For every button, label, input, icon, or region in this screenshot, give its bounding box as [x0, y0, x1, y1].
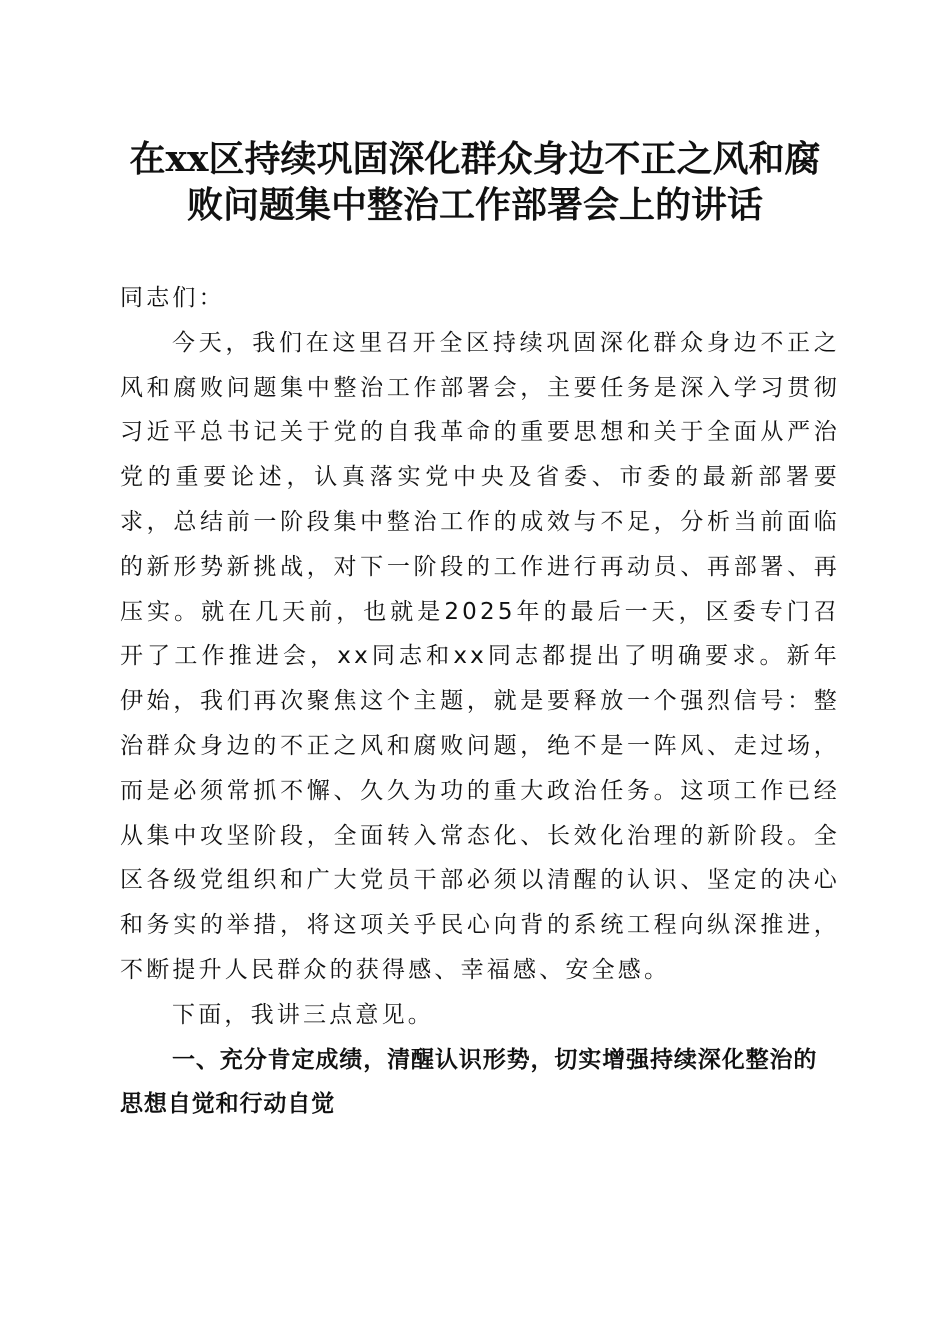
body-paragraph-opening: 今天，我们在这里召开全区持续巩固深化群众身边不正之风和腐败问题集中整治工作部署会，主要任务是深入学习贯彻习近平总书记关于党的自我革命的重要思想和关于全面从严治党的重要论述，认真落实党中央及省委、市委的最新部署要求，总结前一阶段集中整治工作的成效与不足，分析当前面临的新形势新挑战，对下一阶段的工作进行再动员、再部署、再压实。就在几天前，也就是2025年的最后一天，区委专门召开了工作推进会，xx同志和xx同志都提出了明确要求。新年伊始，我们再次聚焦这个主题，就是要释放一个强烈信号：整治群众身边的不正之风和腐败问题，绝不是一阵风、走过场，而是必须常抓不懈、久久为功的重大政治任务。这项工作已经从集中攻坚阶段，全面转入常态化、长效化治理的新阶段。全区各级党组织和广大党员干部必须以清醒的认识、坚定的决心和务实的举措，将这项关乎民心向背的系统工程向纵深推进，不断提升人民群众的获得感、幸福感、安全感。 — [120, 329, 840, 983]
document-title-line-2: 败问题集中整治工作部署会上的讲话 — [186, 184, 763, 226]
document-title — [100, 136, 850, 228]
document-title-line-1: 在xx区持续巩固深化群众身边不正之风和腐 — [129, 138, 821, 180]
section-heading-1: 一、充分肯定成绩，清醒认识形势，切实增强持续深化整治的思想自觉和行动自觉 — [120, 1046, 818, 1118]
salutation: 同志们： — [120, 285, 225, 311]
document-body — [120, 276, 840, 1127]
body-paragraph-transition: 下面，我讲三点意见。 — [172, 1001, 434, 1028]
